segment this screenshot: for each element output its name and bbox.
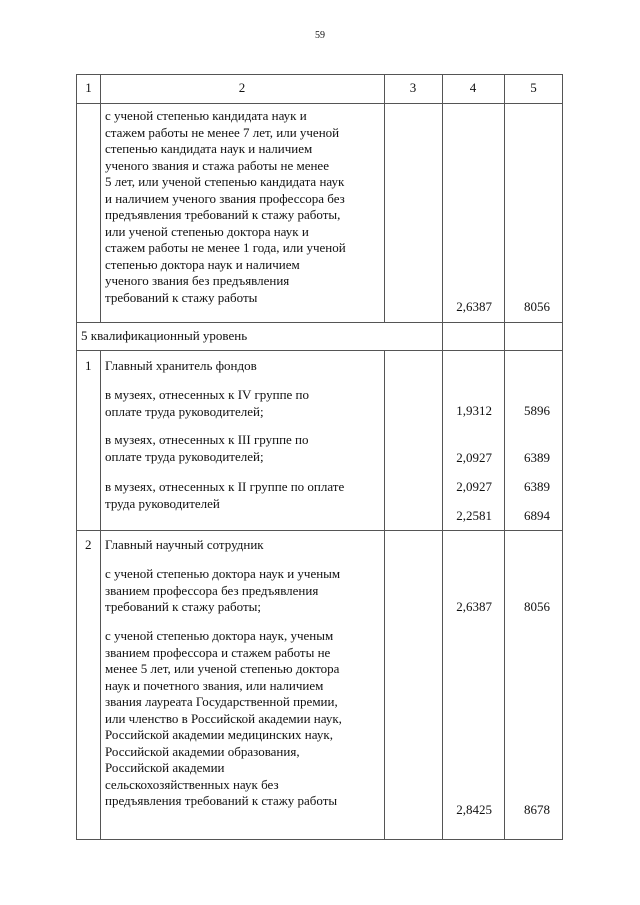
group2-item1-coef: 2,6387 bbox=[456, 599, 492, 614]
group2-item1-salary: 8056 bbox=[524, 599, 550, 614]
group1-item1-coef: 1,9312 bbox=[456, 403, 492, 418]
header-divider bbox=[77, 103, 563, 104]
group1-item3-coef: 2,0927 bbox=[456, 479, 492, 494]
group1-item2-salary: 6389 bbox=[524, 450, 550, 465]
header-col-3: 3 bbox=[409, 80, 417, 95]
group1-number: 1 bbox=[85, 358, 92, 373]
group1-item1-text: в музеях, отнесенных к IV группе по оплате труда руководителей; bbox=[105, 387, 310, 419]
page-number: 59 bbox=[315, 30, 325, 41]
col-divider-2b bbox=[384, 350, 385, 840]
row-divider-2 bbox=[77, 350, 563, 351]
row1-salary: 8056 bbox=[524, 299, 550, 314]
group1-extra-salary: 6894 bbox=[524, 508, 550, 523]
group2-item2-salary: 8678 bbox=[524, 802, 550, 817]
group1-extra-coef: 2,2581 bbox=[456, 508, 492, 523]
row-divider-3 bbox=[77, 530, 563, 531]
header-col-1: 1 bbox=[85, 80, 92, 95]
group2-item2-coef: 2,8425 bbox=[456, 802, 492, 817]
row1-text: с ученой степенью кандидата наук и стажем работы не менее 7 лет, или ученой степенью кандидата наук и наличием ученого звания и стажа работы не менее 5 лет, или ученой степенью кандидата наук и наличием ученого звания профессора без предъявления требований к стажу работы, или ученой степенью доктора наук и стажем работы не менее 1 года, или ученой степенью доктора наук и наличием ученого звания без предъявления требований к стажу работы bbox=[105, 108, 346, 305]
header-col-2: 2 bbox=[238, 80, 246, 95]
col-divider-2 bbox=[384, 75, 385, 322]
col-divider-1b bbox=[100, 350, 101, 840]
group1-item1-salary: 5896 bbox=[524, 403, 550, 418]
salary-table bbox=[76, 74, 563, 840]
group1-item3-salary: 6389 bbox=[524, 479, 550, 494]
col-divider-1 bbox=[100, 75, 101, 322]
row-divider-1 bbox=[77, 322, 563, 323]
group2-title: Главный научный сотрудник bbox=[105, 537, 264, 552]
group1-item2-coef: 2,0927 bbox=[456, 450, 492, 465]
group1-item2-text: в музеях, отнесенных к III группе по оплате труда руководителей; bbox=[105, 432, 309, 464]
group2-item1-text: с ученой степенью доктора наук и ученым званием профессора без предъявления требований к стажу работы; bbox=[105, 566, 341, 614]
header-col-5: 5 bbox=[530, 80, 537, 95]
header-col-4: 4 bbox=[469, 80, 477, 95]
group1-item3-text: в музеях, отнесенных к II группе по оплате труда руководителей bbox=[105, 479, 345, 511]
level-label: 5 квалификационный уровень bbox=[81, 328, 248, 343]
group2-item2-text: с ученой степенью доктора наук, ученым званием профессора и стажем работы не менее 5 лет, или ученой степенью доктора наук и почетного звания, или наличием звания лауреата Государственной премии, или членство в Российской академии наук, Российской академии медицинских наук, Российской академии образования, Российской академии сельскохозяйственных наук без предъявления требований к стажу работы bbox=[105, 628, 342, 808]
row1-coef: 2,6387 bbox=[456, 299, 492, 314]
group1-title: Главный хранитель фондов bbox=[105, 358, 257, 373]
group2-number: 2 bbox=[85, 537, 92, 552]
